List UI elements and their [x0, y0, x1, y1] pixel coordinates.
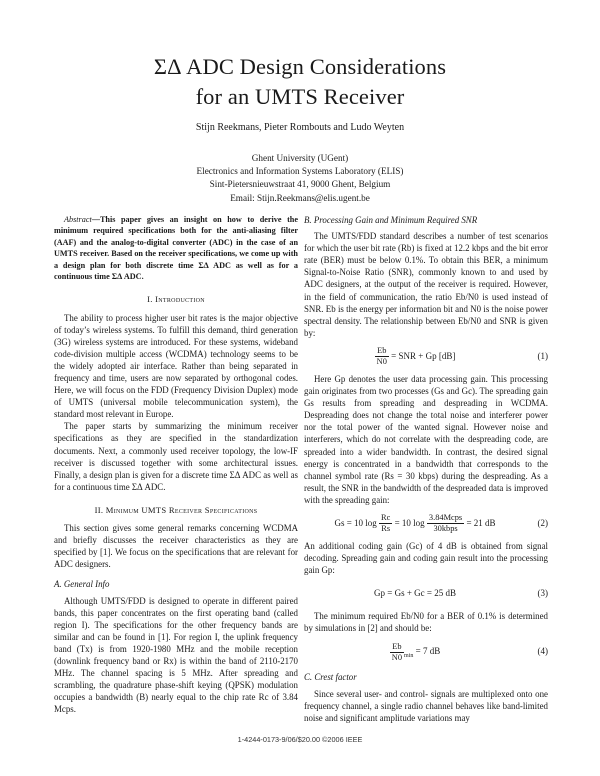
eq2-frac2-num: 3.84Mcps [428, 513, 463, 523]
equation-number: (1) [537, 350, 548, 361]
equation-number: (3) [537, 588, 548, 599]
paragraph: The ability to process higher user bit rates is the major objective of today’s wireless systems. To fulfill this demand, third generation (3G) wireless systems are introduced. For these systems, wideband code-division multiple access (WCDMA) technology seems to be the widely adopted air interface. Rather than being separated in frequency and time, users are now separated by orthogonal codes. Here, we will focus on the FDD (Frequency Division Duplex) mode of UMTS (universal mobile telecommunication system), the standard most relevant in Europe. [54, 312, 298, 420]
paragraph: The paper starts by summarizing the minimum receiver specifications as they are specified in the standardization documents. Next, a commonly used receiver topology, the low-IF receiver is discussed together with some architectural issues. Finally, a design plan is given for a discrete time ΣΔ ADC as well as for a continuous time ΣΔ ADC. [54, 421, 298, 492]
copyright-footer: 1-4244-0173-9/06/$20.00 ©2006 IEEE [237, 735, 363, 744]
paragraph: Although UMTS/FDD is designed to operate in different paired bands, this paper concentrates on the first operating band (called region I). The specifications for the other frequency bands are similar and can be found in [1]. For region I, the uplink frequency band (Tx) is from 1920-1980 MHz and the mobile reception (downlink frequency band or Rx) is within the band of 2110-2170 MHz. The channel spacing is 5 MHz. After spreading and scrambling, the quadrature phase-shift keying (QPSK) modulation occupies a bandwidth (B) nearly equal to the chip rate Rc of 3.84 Mcps. [54, 595, 298, 715]
paragraph: The minimum required Eb/N0 for a BER of 0.1% is determined by simulations in [2] and should be: [304, 611, 548, 634]
abstract-text: —This paper gives an insight on how to derive the minimum required specifications both for the anti-aliasing filter (AAF) and the analog-to-digital converter (ADC) in the case of an UMTS receiver. Based on the receiver specifications, we come up with a design plan for both discrete time ΣΔ ADC as well as for a continuous time ΣΔ ADC. [54, 215, 298, 282]
subsection-heading-crest-factor: C. Crest factor [304, 672, 357, 683]
eq1-rhs: = SNR + Gp [dB] [391, 350, 456, 361]
eq1-numerator: Eb [375, 346, 389, 357]
paragraph: Since several user- and control- signals are multiplexed onto one frequency channel, a single radio channel behaves like band-limited noise and significant amplitude variations may [304, 688, 548, 723]
paragraph: The UMTS/FDD standard describes a number of test scenarios for which the user bit rate (Rb) is fixed at 12.2 kbps and the bit error rate (BER) must be below 0.1%. To obtain this BER, a minimum Signal-to-Noise Ratio (SNR), commonly known to and used by ADC designers, at the output of the receiver is required. However, in the field of communication, the ratio Eb/N0 is used instead of SNR. Eb is the energy per information bit and N0 is the noise power spectral density. The relationship between Eb/N0 and SNR is given by: [304, 231, 548, 338]
left-column [54, 214, 298, 715]
subsection-heading-general-info: A. General Info [54, 579, 110, 590]
equation-1 [304, 344, 548, 368]
equation-2 [304, 511, 548, 535]
eq4-denominator: N0 [391, 652, 403, 662]
section-heading-introduction: I. Introduction [147, 294, 205, 305]
equation-4 [304, 639, 548, 663]
abstract [54, 214, 298, 282]
eq2-lhs: Gs = 10 log [334, 517, 377, 528]
author-list: Stijn Reekmans, Pieter Rombouts and Ludo Weyten [195, 122, 405, 133]
equation-3 [304, 581, 548, 605]
title-line-1: ΣΔ ADC Design Considerations [153, 54, 447, 79]
equation-number: (4) [537, 646, 548, 657]
eq2-mid: = 10 log [394, 517, 425, 528]
abstract-label: Abstract [64, 215, 92, 224]
affiliation-university: Ghent University (UGent) [251, 153, 349, 163]
eq1-denominator: N0 [376, 357, 387, 367]
title-line-2: for an UMTS Receiver [195, 84, 405, 109]
paper-title [0, 52, 600, 112]
eq2-frac2-den: 30kbps [433, 524, 458, 534]
affiliation-lab: Electronics and Information Systems Laboratory (ELIS) [196, 166, 404, 177]
eq4-rhs: = 7 dB [415, 646, 441, 657]
affiliation-email: Email: Stijn.Reekmans@elis.ugent.be [230, 192, 370, 203]
eq3-body: Gp = Gs + Gc = 25 dB [374, 588, 456, 599]
affiliation-address: Sint-Pietersnieuwstraat 41, 9000 Ghent, Belgium [209, 179, 391, 190]
eq2-frac1-num: Rc [381, 513, 391, 523]
paragraph: Here Gp denotes the user data processing gain. This processing gain originates from two processes (Gs and Gc). The spreading gain Gs results from spreading and despreading in WCDMA. Despreading does not change the total noise and interferer power nor the total power of the wanted signal. However noise and interferers, which do not correlate with the despreading code, are spreaded into a wider bandwidth. In contrast, the desired signal energy is concentrated in a bandwidth that corresponds to the channel symbol rate (Rs = 30 kbps) during the despreading. As a result, the SNR in the bandwidth of the despreaded data is improved with the spreading gain: [304, 373, 548, 505]
right-column [304, 214, 548, 724]
affiliation-block [0, 152, 600, 205]
eq4-subscript: min [404, 653, 414, 660]
equation-number: (2) [537, 517, 548, 528]
eq2-rhs: = 21 dB [466, 517, 496, 528]
section-heading-specifications: II. Minimum UMTS Receiver Specifications [94, 504, 258, 515]
subsection-heading-processing-gain: B. Processing Gain and Minimum Required SNR [304, 215, 478, 225]
paragraph: This section gives some general remarks concerning WCDMA and briefly discusses the receiver characteristics as they are specified by [1]. We focus on the specifications that are relevant for ADC designers. [54, 523, 298, 570]
eq4-numerator: Eb [390, 642, 404, 653]
eq2-frac1-den: Rs [381, 524, 391, 534]
paragraph: An additional coding gain (Gc) of 4 dB is obtained from signal decoding. Spreading gain and coding gain result into the processing gain Gp: [304, 540, 548, 576]
